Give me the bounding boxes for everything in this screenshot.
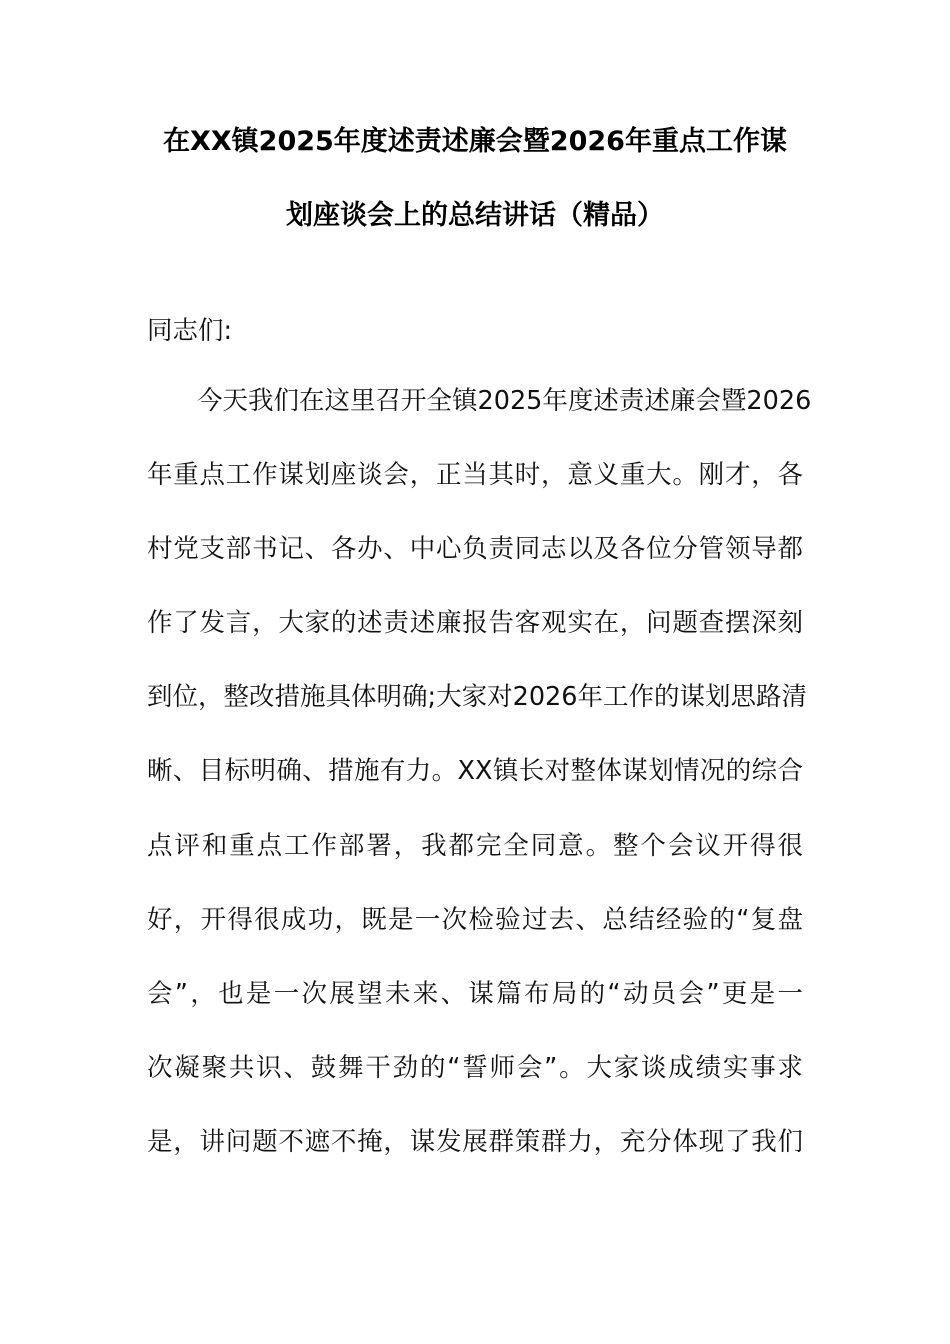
paragraph-line: 年重点工作谋划座谈会，正当其时，意义重大。刚才，各 [147,460,803,490]
paragraph-line: 晰、目标明确、措施有力。XX镇长对整体谋划情况的综合 [147,756,803,786]
paragraph-line: 到位，整改措施具体明确;大家对2026年工作的谋划思路清 [147,682,807,712]
paragraph-line: 是，讲问题不遮不掩，谋发展群策群力，充分体现了我们 [147,1127,803,1157]
document-title-line-1: 在XX镇2025年度述责述廉会暨2026年重点工作谋 [163,126,787,157]
paragraph-line: 作了发言，大家的述责述廉报告客观实在，问题查摆深刻 [147,608,803,638]
paragraph-line: 会”，也是一次展望未来、谋篇布局的“动员会”更是一 [147,979,803,1009]
paragraph-line: 次凝聚共识、鼓舞干劲的“誓师会”。大家谈成绩实事求 [147,1053,803,1083]
document-title-line-2: 划座谈会上的总结讲话（精品） [286,200,664,231]
paragraph-line: 今天我们在这里召开全镇2025年度述责述廉会暨2026 [197,386,812,416]
paragraph-line: 好，开得很成功，既是一次检验过去、总结经验的“复盘 [147,905,803,935]
paragraph-line: 点评和重点工作部署，我都完全同意。整个会议开得很 [147,831,803,861]
salutation: 同志们: [147,316,233,346]
paragraph-line: 村党支部书记、各办、中心负责同志以及各位分管领导都 [147,534,803,564]
